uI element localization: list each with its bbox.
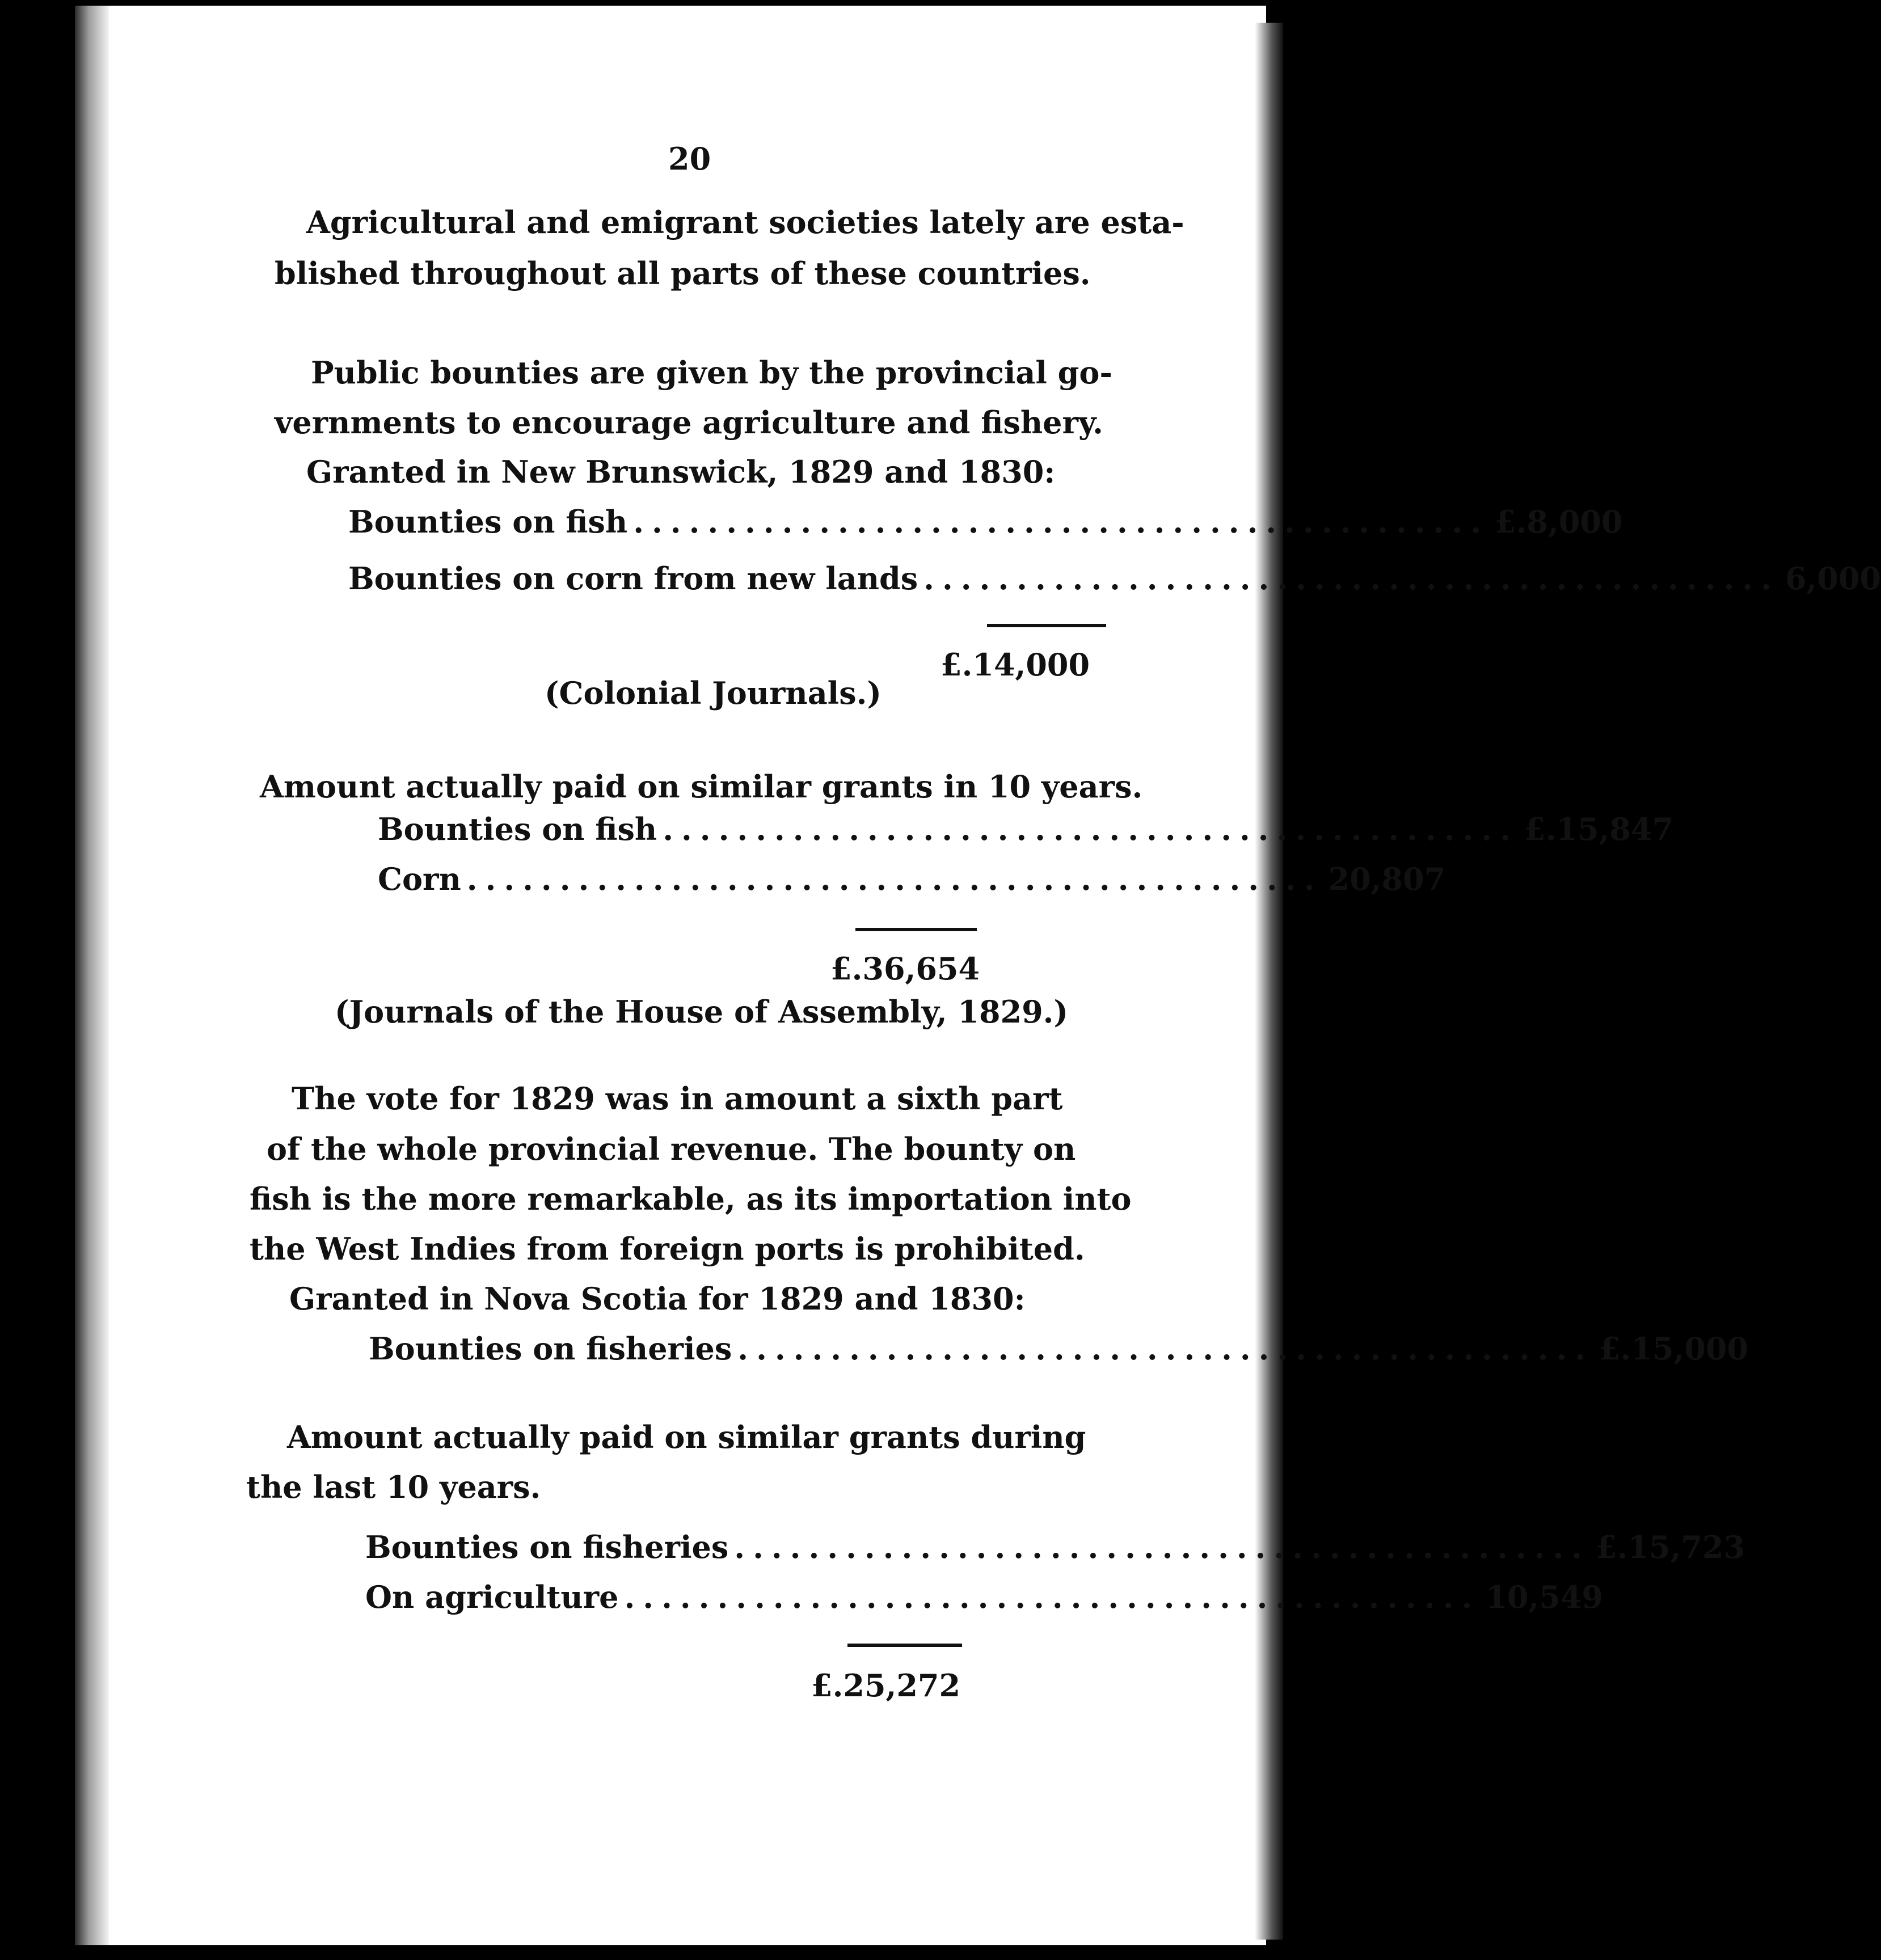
- dot-leader: ..............................................: [737, 1330, 1594, 1367]
- ns-paid-item-agriculture: [365, 1579, 1603, 1615]
- para3-line-1: The vote for 1829 was in amount a sixth part: [292, 1080, 1063, 1117]
- ns-paid-total: £.25,272: [811, 1667, 961, 1704]
- sum-rule: [987, 624, 1106, 627]
- ns-item: [369, 1330, 1749, 1367]
- item-label: Bounties on fish: [348, 504, 628, 540]
- sum-rule: [855, 928, 977, 931]
- dot-leader: ..............................................: [734, 1529, 1591, 1565]
- para3-line-2: of the whole provincial revenue. The bounty on: [267, 1131, 1076, 1167]
- dot-leader: ..............................................: [663, 811, 1519, 847]
- para1-line-1: Agricultural and emigrant societies lately are esta-: [306, 204, 1184, 240]
- dot-leader: ..............................................: [923, 560, 1779, 597]
- item-amount: £.15,847: [1524, 811, 1674, 847]
- nb-paid-heading: Amount actually paid on similar grants in 10 years.: [260, 768, 1143, 805]
- nb-total: £.14,000: [940, 647, 1090, 683]
- para2-line-2: vernments to encourage agriculture and fishery.: [275, 404, 1103, 441]
- nb-paid-source: (Journals of the House of Assembly, 1829.): [335, 994, 1069, 1030]
- item-amount: 20,807: [1328, 861, 1446, 897]
- item-label: Bounties on fisheries: [369, 1330, 732, 1367]
- para2-line-1: Public bounties are given by the provincial go-: [311, 354, 1112, 391]
- dot-leader: ..............................................: [624, 1579, 1481, 1615]
- para1-line-2: blished throughout all parts of these countries.: [275, 255, 1091, 292]
- page-gutter: [75, 6, 109, 1945]
- dot-leader: ..............................................: [466, 861, 1323, 897]
- nb-item-corn: [348, 560, 1881, 597]
- book-page: [75, 6, 1266, 1945]
- ns-paid-item-fisheries: [365, 1529, 1745, 1565]
- nb-paid-item-fish: [378, 811, 1674, 847]
- item-amount: £.8,000: [1495, 504, 1623, 540]
- para3-line-3: fish is the more remarkable, as its importation into: [250, 1181, 1132, 1217]
- item-amount: 6,000: [1785, 560, 1881, 597]
- nb-heading: Granted in New Brunswick, 1829 and 1830:: [306, 454, 1056, 490]
- item-amount: £.15,000: [1599, 1330, 1749, 1367]
- page-edge: [1255, 23, 1283, 1940]
- item-amount: £.15,723: [1596, 1529, 1745, 1565]
- item-label: Bounties on corn from new lands: [348, 560, 918, 597]
- nb-source: (Colonial Journals.): [545, 675, 882, 711]
- item-label: On agriculture: [365, 1579, 619, 1615]
- nb-paid-item-corn: [378, 861, 1446, 897]
- ns-paid-heading-line-1: Amount actually paid on similar grants during: [287, 1419, 1086, 1455]
- item-label: Corn: [378, 861, 461, 897]
- sum-rule: [847, 1644, 962, 1647]
- nb-item-fish: [348, 504, 1623, 540]
- item-amount: 10,549: [1486, 1579, 1603, 1615]
- dot-leader: ..............................................: [633, 504, 1489, 540]
- ns-heading: Granted in Nova Scotia for 1829 and 1830:: [289, 1281, 1026, 1317]
- ns-paid-heading-line-2: the last 10 years.: [246, 1469, 541, 1505]
- nb-paid-total: £.36,654: [830, 951, 980, 987]
- para3-line-4: the West Indies from foreign ports is prohibited.: [250, 1231, 1085, 1267]
- item-label: Bounties on fish: [378, 811, 657, 847]
- item-label: Bounties on fisheries: [365, 1529, 729, 1565]
- page-number: 20: [668, 141, 711, 177]
